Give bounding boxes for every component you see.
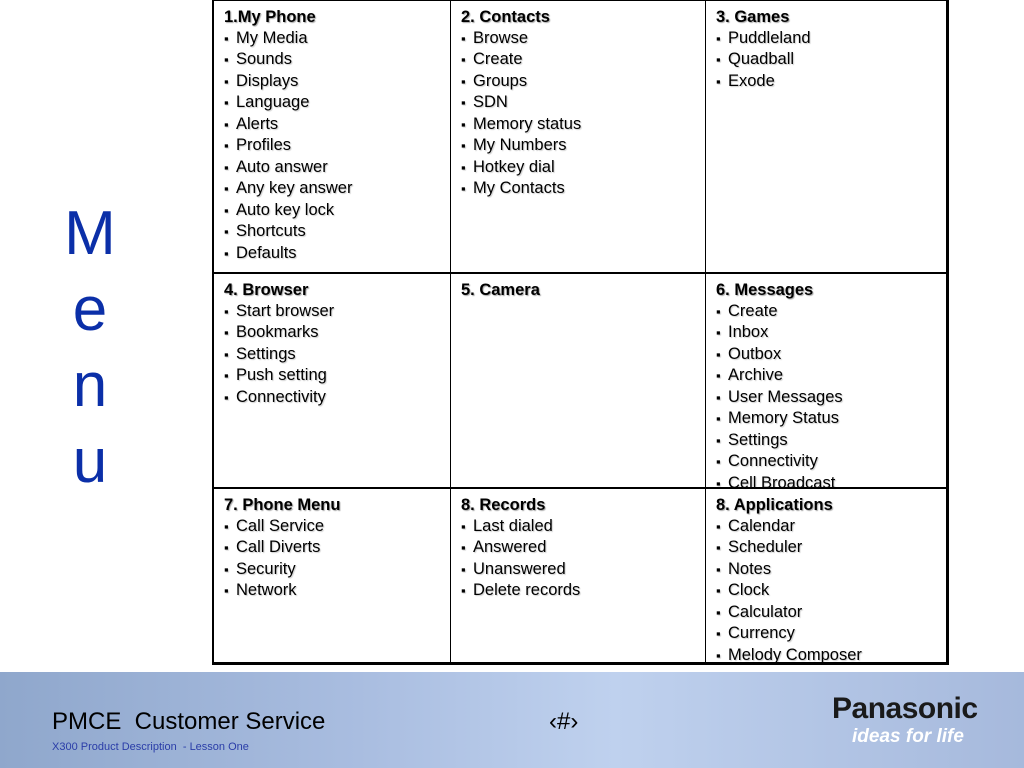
menu-cell-applications bbox=[706, 489, 946, 663]
menu-item: ▪ Groups bbox=[461, 71, 705, 93]
menu-cell-items bbox=[461, 28, 705, 200]
menu-item: ▪ Push setting bbox=[224, 365, 450, 387]
slide-number: ‹#› bbox=[549, 708, 579, 735]
footer-subtitle: X300 Product Description - Lesson One bbox=[52, 741, 249, 753]
menu-cell-my-phone bbox=[214, 1, 450, 272]
panasonic-logo: Panasonic bbox=[832, 692, 978, 725]
menu-item: ▪ Calculator bbox=[716, 602, 946, 624]
menu-cell-heading: 7. Phone Menu bbox=[224, 496, 341, 514]
menu-item: ▪ Language bbox=[224, 92, 450, 114]
menu-cell-heading: 8. Records bbox=[461, 496, 546, 514]
slide-footer bbox=[0, 672, 1024, 768]
menu-item: ▪ Exode bbox=[716, 71, 946, 93]
menu-cell-camera bbox=[451, 274, 705, 487]
menu-item: ▪ Archive bbox=[716, 365, 946, 387]
menu-item: ▪ Puddleland bbox=[716, 28, 946, 50]
menu-item: ▪ Start browser bbox=[224, 301, 450, 323]
menu-item: ▪ Quadball bbox=[716, 49, 946, 71]
menu-item: ▪ Bookmarks bbox=[224, 322, 450, 344]
menu-item: ▪ Call Service bbox=[224, 516, 450, 538]
menu-item: ▪ User Messages bbox=[716, 387, 946, 409]
menu-item: ▪ Displays bbox=[224, 71, 450, 93]
menu-item: ▪ My Contacts bbox=[461, 178, 705, 200]
menu-cell-heading: 1.My Phone bbox=[224, 8, 316, 26]
menu-item: ▪ Create bbox=[461, 49, 705, 71]
menu-item: ▪ Alerts bbox=[224, 114, 450, 136]
menu-cell-items bbox=[461, 516, 705, 602]
menu-item: ▪ Melody Composer bbox=[716, 645, 946, 667]
menu-item: ▪ Outbox bbox=[716, 344, 946, 366]
menu-item: ▪ Shortcuts bbox=[224, 221, 450, 243]
menu-item: ▪ Settings bbox=[224, 344, 450, 366]
menu-cell-contacts bbox=[451, 1, 705, 272]
menu-item: ▪ Memory Status bbox=[716, 408, 946, 430]
menu-item: ▪ Last dialed bbox=[461, 516, 705, 538]
menu-item: ▪ Auto key lock bbox=[224, 200, 450, 222]
menu-item: ▪ Connectivity bbox=[716, 451, 946, 473]
menu-cell-messages bbox=[706, 274, 946, 492]
menu-item: ▪ Sounds bbox=[224, 49, 450, 71]
menu-cell-items bbox=[224, 301, 450, 409]
menu-item: ▪ Create bbox=[716, 301, 946, 323]
menu-cell-items bbox=[224, 516, 450, 602]
menu-title-letter: e bbox=[72, 275, 108, 344]
menu-item: ▪ Any key answer bbox=[224, 178, 450, 200]
menu-item: ▪ My Numbers bbox=[461, 135, 705, 157]
menu-item: ▪ Scheduler bbox=[716, 537, 946, 559]
menu-item: ▪ Inbox bbox=[716, 322, 946, 344]
menu-item: ▪ Currency bbox=[716, 623, 946, 645]
menu-cell-heading: 4. Browser bbox=[224, 281, 309, 299]
menu-item: ▪ Security bbox=[224, 559, 450, 581]
menu-item: ▪ Profiles bbox=[224, 135, 450, 157]
menu-item: ▪ Call Diverts bbox=[224, 537, 450, 559]
menu-cell-items bbox=[716, 301, 946, 495]
menu-cell-games bbox=[706, 1, 946, 272]
menu-item: ▪ Defaults bbox=[224, 243, 450, 265]
menu-item: ▪ Calendar bbox=[716, 516, 946, 538]
menu-item: ▪ Browse bbox=[461, 28, 705, 50]
menu-item: ▪ Notes bbox=[716, 559, 946, 581]
menu-item: ▪ My Media bbox=[224, 28, 450, 50]
menu-cell-heading: 2. Contacts bbox=[461, 8, 550, 26]
menu-item: ▪ Auto answer bbox=[224, 157, 450, 179]
menu-item: ▪ SDN bbox=[461, 92, 705, 114]
footer-title: PMCE Customer Service bbox=[52, 708, 326, 735]
menu-cell-items bbox=[224, 28, 450, 265]
menu-cell-heading: 5. Camera bbox=[461, 281, 540, 299]
menu-item: ▪ Memory status bbox=[461, 114, 705, 136]
menu-item: ▪ Delete records bbox=[461, 580, 705, 602]
menu-cell-items bbox=[716, 28, 946, 93]
menu-item: ▪ Settings bbox=[716, 430, 946, 452]
menu-cell-heading: 3. Games bbox=[716, 8, 790, 26]
menu-item: ▪ Answered bbox=[461, 537, 705, 559]
menu-item: ▪ Network bbox=[224, 580, 450, 602]
menu-cell-phone-menu bbox=[214, 489, 450, 663]
menu-cell-records bbox=[451, 489, 705, 663]
menu-item: ▪ Connectivity bbox=[224, 387, 450, 409]
menu-table bbox=[212, 0, 949, 665]
menu-cell-heading: 8. Applications bbox=[716, 496, 833, 514]
menu-item: ▪ Hotkey dial bbox=[461, 157, 705, 179]
brand-tagline: ideas for life bbox=[852, 726, 964, 747]
menu-vertical-title bbox=[52, 196, 128, 500]
menu-item: ▪ Cell Broadcast bbox=[716, 473, 946, 495]
menu-cell-browser bbox=[214, 274, 450, 487]
menu-title-letter: u bbox=[72, 427, 108, 496]
menu-title-letter: n bbox=[72, 351, 108, 420]
menu-title-letter: M bbox=[64, 199, 116, 268]
menu-cell-heading: 6. Messages bbox=[716, 281, 814, 299]
menu-cell-items bbox=[716, 516, 946, 667]
menu-item: ▪ Unanswered bbox=[461, 559, 705, 581]
menu-item: ▪ Clock bbox=[716, 580, 946, 602]
